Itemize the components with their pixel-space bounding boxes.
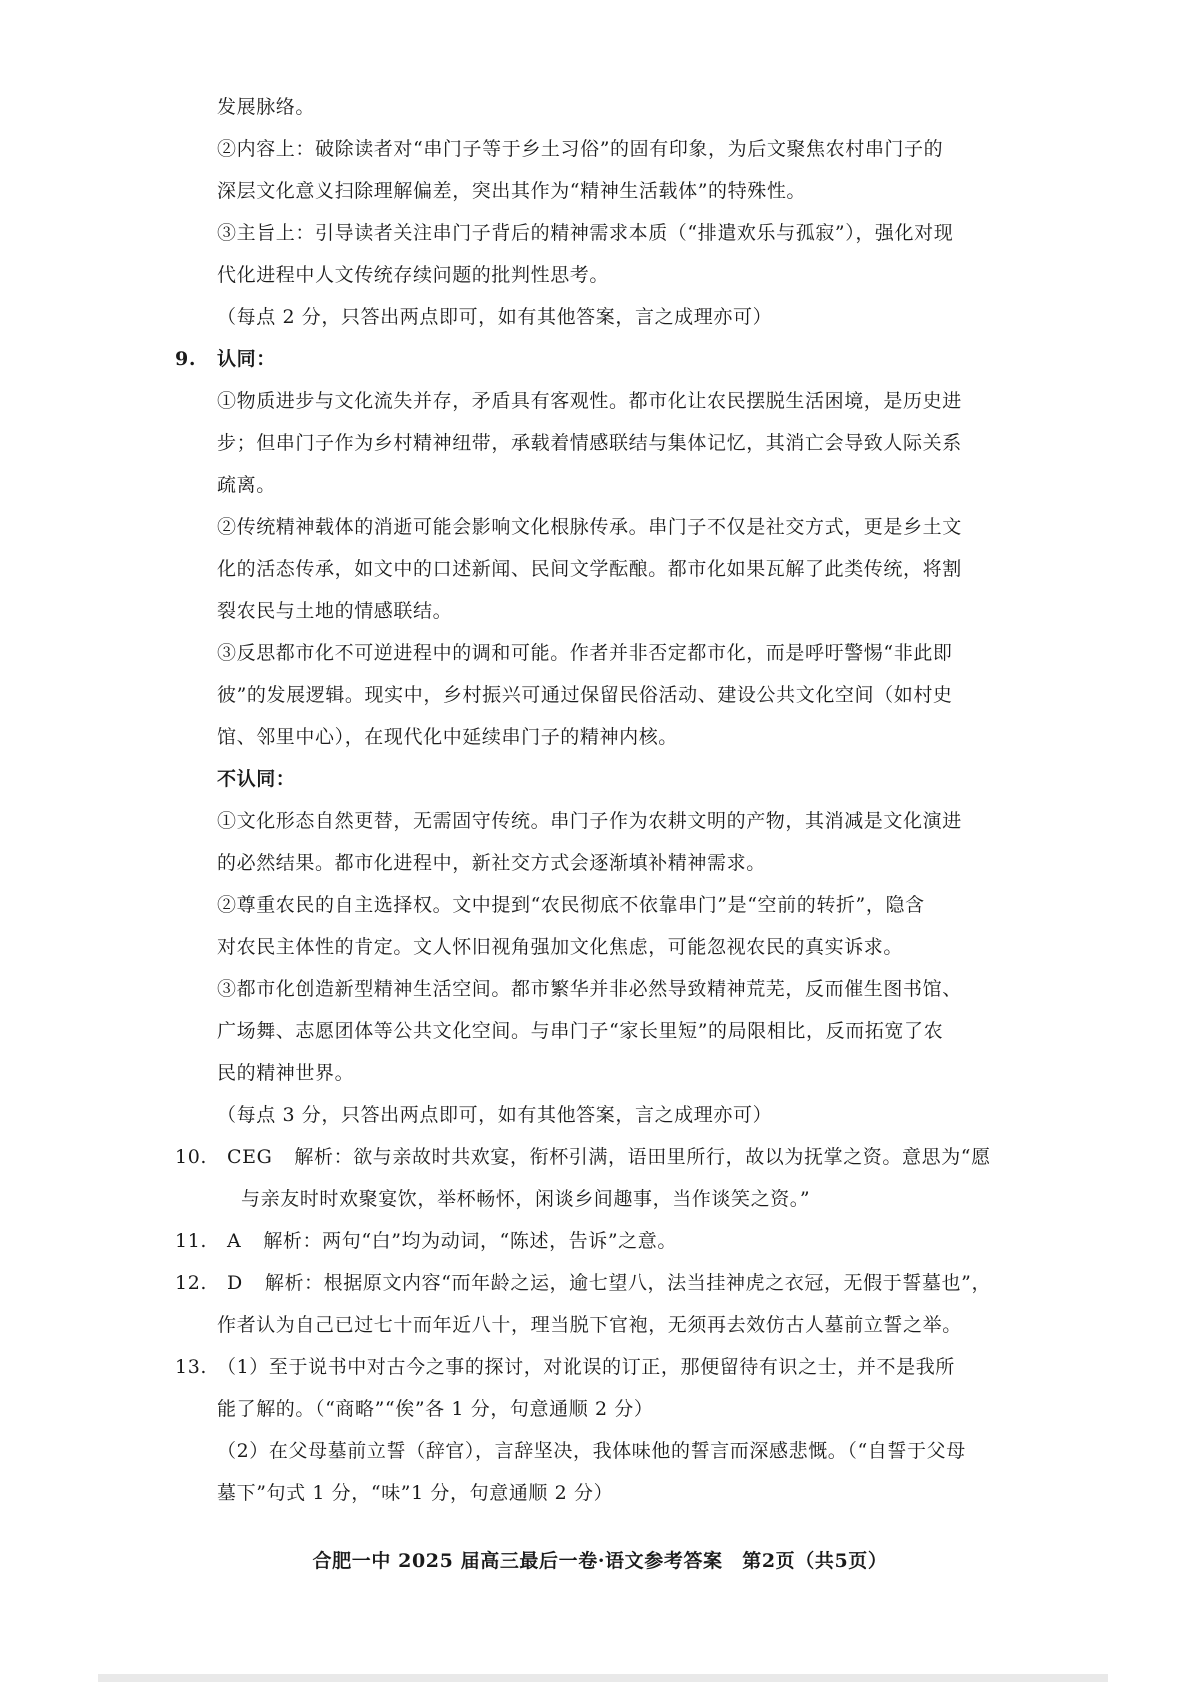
answer-content — [175, 86, 1035, 1514]
text-line: ②尊重农民的自主选择权。文中提到“农民彻底不依靠串门”是“空前的转折”，隐含 — [217, 894, 925, 916]
question-number: 12. — [175, 1272, 208, 1294]
text-line: 馆、邻里中心），在现代化中延续串门子的精神内核。 — [217, 726, 678, 748]
text-line: 疏离。 — [217, 474, 276, 496]
question-13 — [175, 1346, 1035, 1388]
text-line: 彼”的发展逻辑。现实中，乡村振兴可通过保留民俗活动、建设公共文化空间（如村史 — [217, 684, 953, 706]
text-line: ②内容上：破除读者对“串门子等于乡土习俗”的固有印象，为后文聚焦农村串门子的 — [217, 138, 944, 160]
disagree-heading: 不认同： — [217, 768, 296, 790]
text-line: （2）在父母墓前立誓（辞官），言辞坚决，我体味他的誓言而深感悲慨。（“自誓于父母 — [217, 1440, 966, 1462]
question-number: 9. — [175, 348, 197, 370]
bottom-divider — [98, 1674, 1108, 1682]
text-line: 广场舞、志愿团体等公共文化空间。与串门子“家长里短”的局限相比，反而拓宽了农 — [217, 1020, 944, 1042]
text-line: 的必然结果。都市化进程中，新社交方式会逐渐填补精神需求。 — [217, 852, 766, 874]
text-line: ③都市化创造新型精神生活空间。都市繁华并非必然导致精神荒芜，反而催生图书馆、 — [217, 978, 962, 1000]
question-12 — [175, 1262, 1035, 1304]
explanation-text: 解析：根据原文内容“而年龄之运，逾七望八，法当挂神虎之衣冠，无假于誓墓也”， — [264, 1272, 992, 1294]
explanation-text: 解析：两句“白”均为动词，“陈述，告诉”之意。 — [263, 1230, 677, 1252]
text-line: ③主旨上：引导读者关注串门子背后的精神需求本质（“排遣欢乐与孤寂”），强化对现 — [217, 222, 954, 244]
question-number: 11. — [175, 1230, 208, 1252]
text-line: 步；但串门子作为乡村精神纽带，承载着情感联结与集体记忆，其消亡会导致人际关系 — [217, 432, 962, 454]
text-line: 与亲友时时欢聚宴饮，举杯畅怀，闲谈乡间趣事，当作谈笑之资。” — [241, 1188, 811, 1210]
score-note: （每点 2 分，只答出两点即可，如有其他答案，言之成理亦可） — [217, 306, 773, 328]
question-10 — [175, 1136, 1035, 1178]
translation-text: （1）至于说书中对古今之事的探讨，对讹误的订正，那便留待有识之士，并不是我所 — [217, 1356, 955, 1378]
text-line: 墓下”句式 1 分，“味”1 分，句意通顺 2 分） — [217, 1482, 614, 1504]
agree-heading: 认同： — [217, 348, 276, 370]
answer-letters: A — [227, 1230, 242, 1252]
page-footer: 合肥一中 2025 届高三最后一卷·语文参考答案 第2页（共5页） — [312, 1550, 888, 1572]
question-number: 13. — [175, 1356, 208, 1378]
text-line: ②传统精神载体的消逝可能会影响文化根脉传承。串门子不仅是社交方式，更是乡土文 — [217, 516, 962, 538]
text-line: 深层文化意义扫除理解偏差，突出其作为“精神生活载体”的特殊性。 — [217, 180, 807, 202]
question-11 — [175, 1220, 1035, 1262]
text-line: 作者认为自己已过七十而年近八十，理当脱下官袍，无须再去效仿古人墓前立誓之举。 — [217, 1314, 962, 1336]
answer-letters: CEG — [227, 1146, 273, 1168]
text-line: 对农民主体性的肯定。文人怀旧视角强加文化焦虑，可能忽视农民的真实诉求。 — [217, 936, 904, 958]
explanation-text: 解析：欲与亲故时共欢宴，衔杯引满，语田里所行，故以为抚掌之资。意思为“愿 — [294, 1146, 991, 1168]
text-line: 代化进程中人文传统存续问题的批判性思考。 — [217, 264, 610, 286]
text-line: ①文化形态自然更替，无需固守传统。串门子作为农耕文明的产物，其消减是文化演进 — [217, 810, 962, 832]
text-line: 裂农民与土地的情感联结。 — [217, 600, 453, 622]
text-line: 发展脉络。 — [217, 96, 316, 118]
text-line: 民的精神世界。 — [217, 1062, 355, 1084]
answer-letters: D — [227, 1272, 243, 1294]
text-line: 能了解的。（“商略”“俟”各 1 分，句意通顺 2 分） — [217, 1398, 654, 1420]
text-line: ①物质进步与文化流失并存，矛盾具有客观性。都市化让农民摆脱生活困境，是历史进 — [217, 390, 962, 412]
question-9-header — [175, 338, 1035, 380]
text-line: 化的活态传承，如文中的口述新闻、民间文学酝酿。都市化如果瓦解了此类传统，将割 — [217, 558, 962, 580]
question-number: 10. — [175, 1146, 208, 1168]
score-note: （每点 3 分，只答出两点即可，如有其他答案，言之成理亦可） — [217, 1104, 773, 1126]
text-line: ③反思都市化不可逆进程中的调和可能。作者并非否定都市化，而是呼吁警惕“非此即 — [217, 642, 953, 664]
